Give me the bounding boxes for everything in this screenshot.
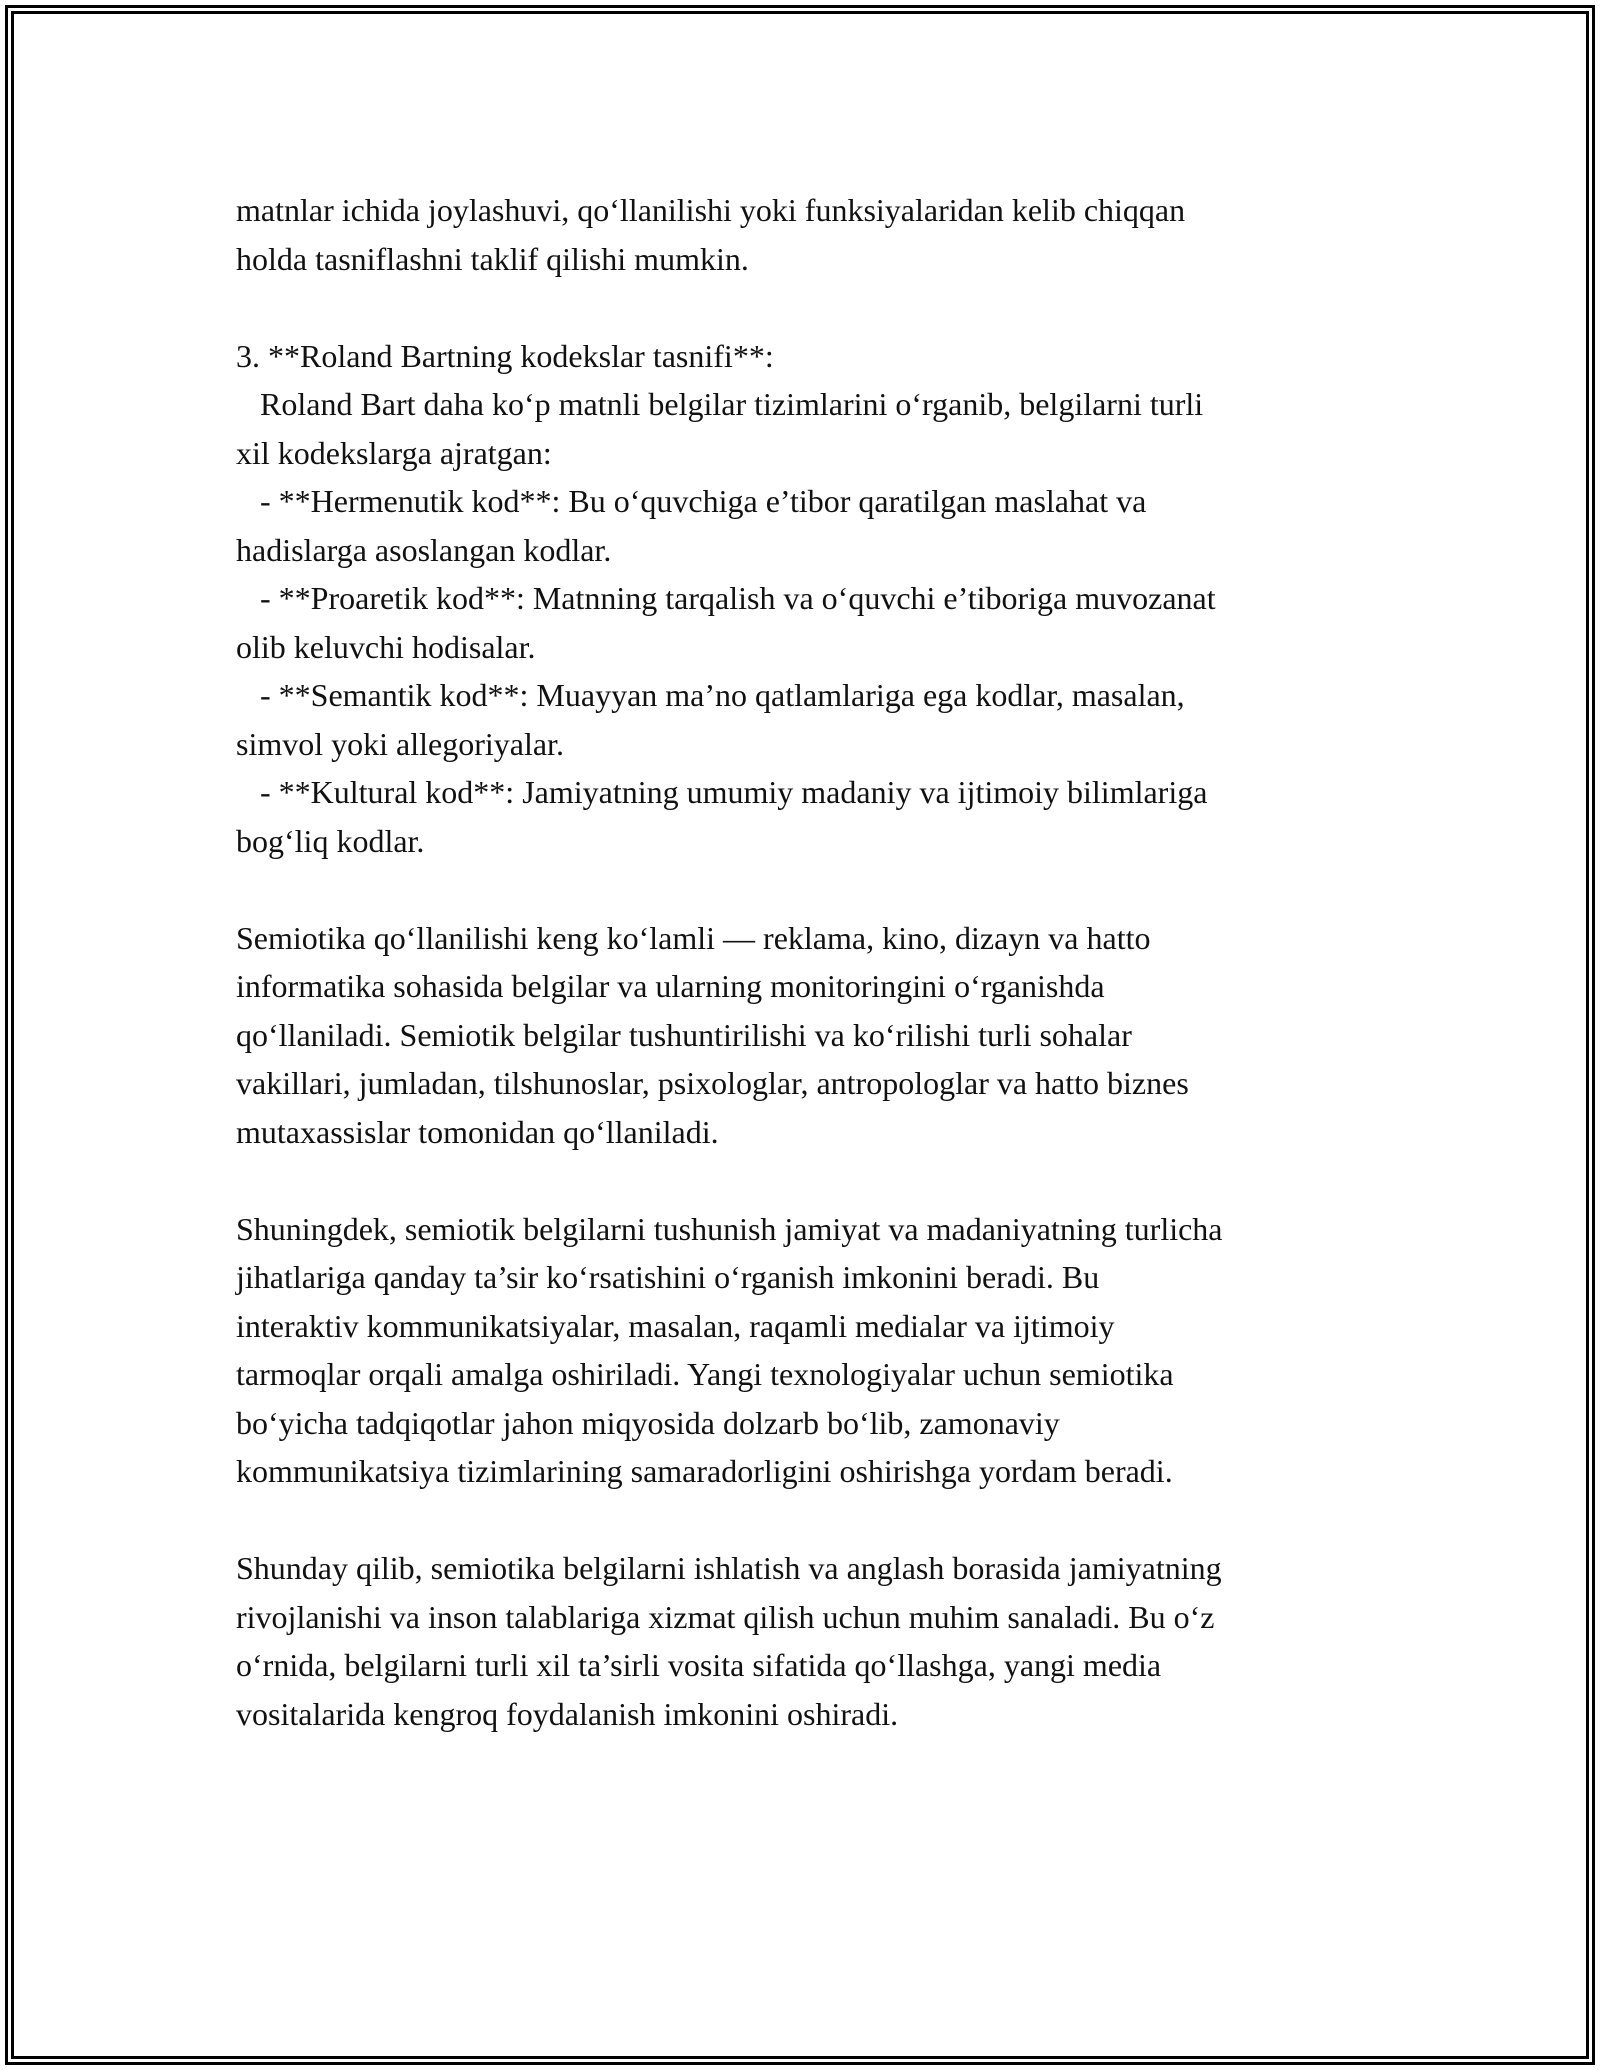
- text-line: hadislarga asoslangan kodlar.: [236, 531, 612, 568]
- text-line: vositalarida kengroq foydalanish imkonini oshiradi.: [236, 1695, 899, 1732]
- text-line: qo‘llaniladi. Semiotik belgilar tushuntirilishi va ko‘rilishi turli sohalar: [236, 1016, 1132, 1053]
- text-line: olib keluvchi hodisalar.: [236, 628, 536, 665]
- text-line: jihatlariga qanday ta’sir ko‘rsatishini o‘rganish imkonini beradi. Bu: [236, 1259, 1100, 1295]
- paragraph-gap: [236, 865, 1376, 914]
- text-line: informatika sohasida belgilar va ularning monitoringini o‘rganishda: [236, 968, 1105, 1004]
- text-line: tarmoqlar orqali amalga oshiriladi. Yangi texnologiyalar uchun semiotika: [236, 1356, 1174, 1392]
- text-line: o‘rnida, belgilarni turli xil ta’sirli vosita sifatida qo‘llashga, yangi media: [236, 1647, 1162, 1683]
- text-line: vakillari, jumladan, tilshunoslar, psixologlar, antropologlar va hatto biznes: [236, 1065, 1189, 1101]
- text-line: bo‘yicha tadqiqotlar jahon miqyosida dolzarb bo‘lib, zamonaviy: [236, 1404, 1060, 1441]
- document-body: [236, 186, 1376, 1738]
- text-line: interaktiv kommunikatsiyalar, masalan, raqamli medialar va ijtimoiy: [236, 1307, 1115, 1344]
- text-line: Semiotika qo‘llanilishi keng ko‘lamli — reklama, kino, dizayn va hatto: [236, 919, 1151, 956]
- section-heading: 3. **Roland Bartning kodekslar tasnifi**:: [236, 337, 774, 374]
- paragraph-gap: [236, 283, 1376, 332]
- paragraph-gap: [236, 1156, 1376, 1205]
- text-line: mutaxassislar tomonidan qo‘llaniladi.: [236, 1113, 719, 1150]
- text-line: bog‘liq kodlar.: [236, 822, 425, 859]
- list-item-proaretik: - **Proaretik kod**: Matnning tarqalish va o‘quvchi e’tiboriga muvozanat: [236, 580, 1216, 616]
- text-line: rivojlanishi va inson talablariga xizmat qilish uchun muhim sanaladi. Bu o‘z: [236, 1598, 1215, 1635]
- text-line: kommunikatsiya tizimlarining samaradorligini oshirishga yordam beradi.: [236, 1453, 1173, 1489]
- text-line: matnlar ichida joylashuvi, qo‘llanilishi yoki funksiyalaridan kelib chiqqan: [236, 192, 1186, 228]
- text-line: holda tasniflashni taklif qilishi mumkin.: [236, 240, 749, 277]
- list-item-hermenutik: - **Hermenutik kod**: Bu o‘quvchiga e’tibor qaratilgan maslahat va: [236, 483, 1147, 519]
- text-line: Shunday qilib, semiotika belgilarni ishlatish va anglash borasida jamiyatning: [236, 1550, 1222, 1586]
- text-line: Roland Bart daha ko‘p matnli belgilar tizimlarini o‘rganib, belgilarni turli: [236, 386, 1204, 422]
- list-item-semantik: - **Semantik kod**: Muayyan ma’no qatlamlariga ega kodlar, masalan,: [236, 677, 1185, 713]
- list-item-kultural: - **Kultural kod**: Jamiyatning umumiy madaniy va ijtimoiy bilimlariga: [236, 774, 1208, 810]
- text-line: Shuningdek, semiotik belgilarni tushunish jamiyat va madaniyatning turlicha: [236, 1210, 1223, 1247]
- paragraph-gap: [236, 1496, 1376, 1545]
- text-line: xil kodekslarga ajratgan:: [236, 434, 552, 471]
- text-line: simvol yoki allegoriyalar.: [236, 725, 564, 762]
